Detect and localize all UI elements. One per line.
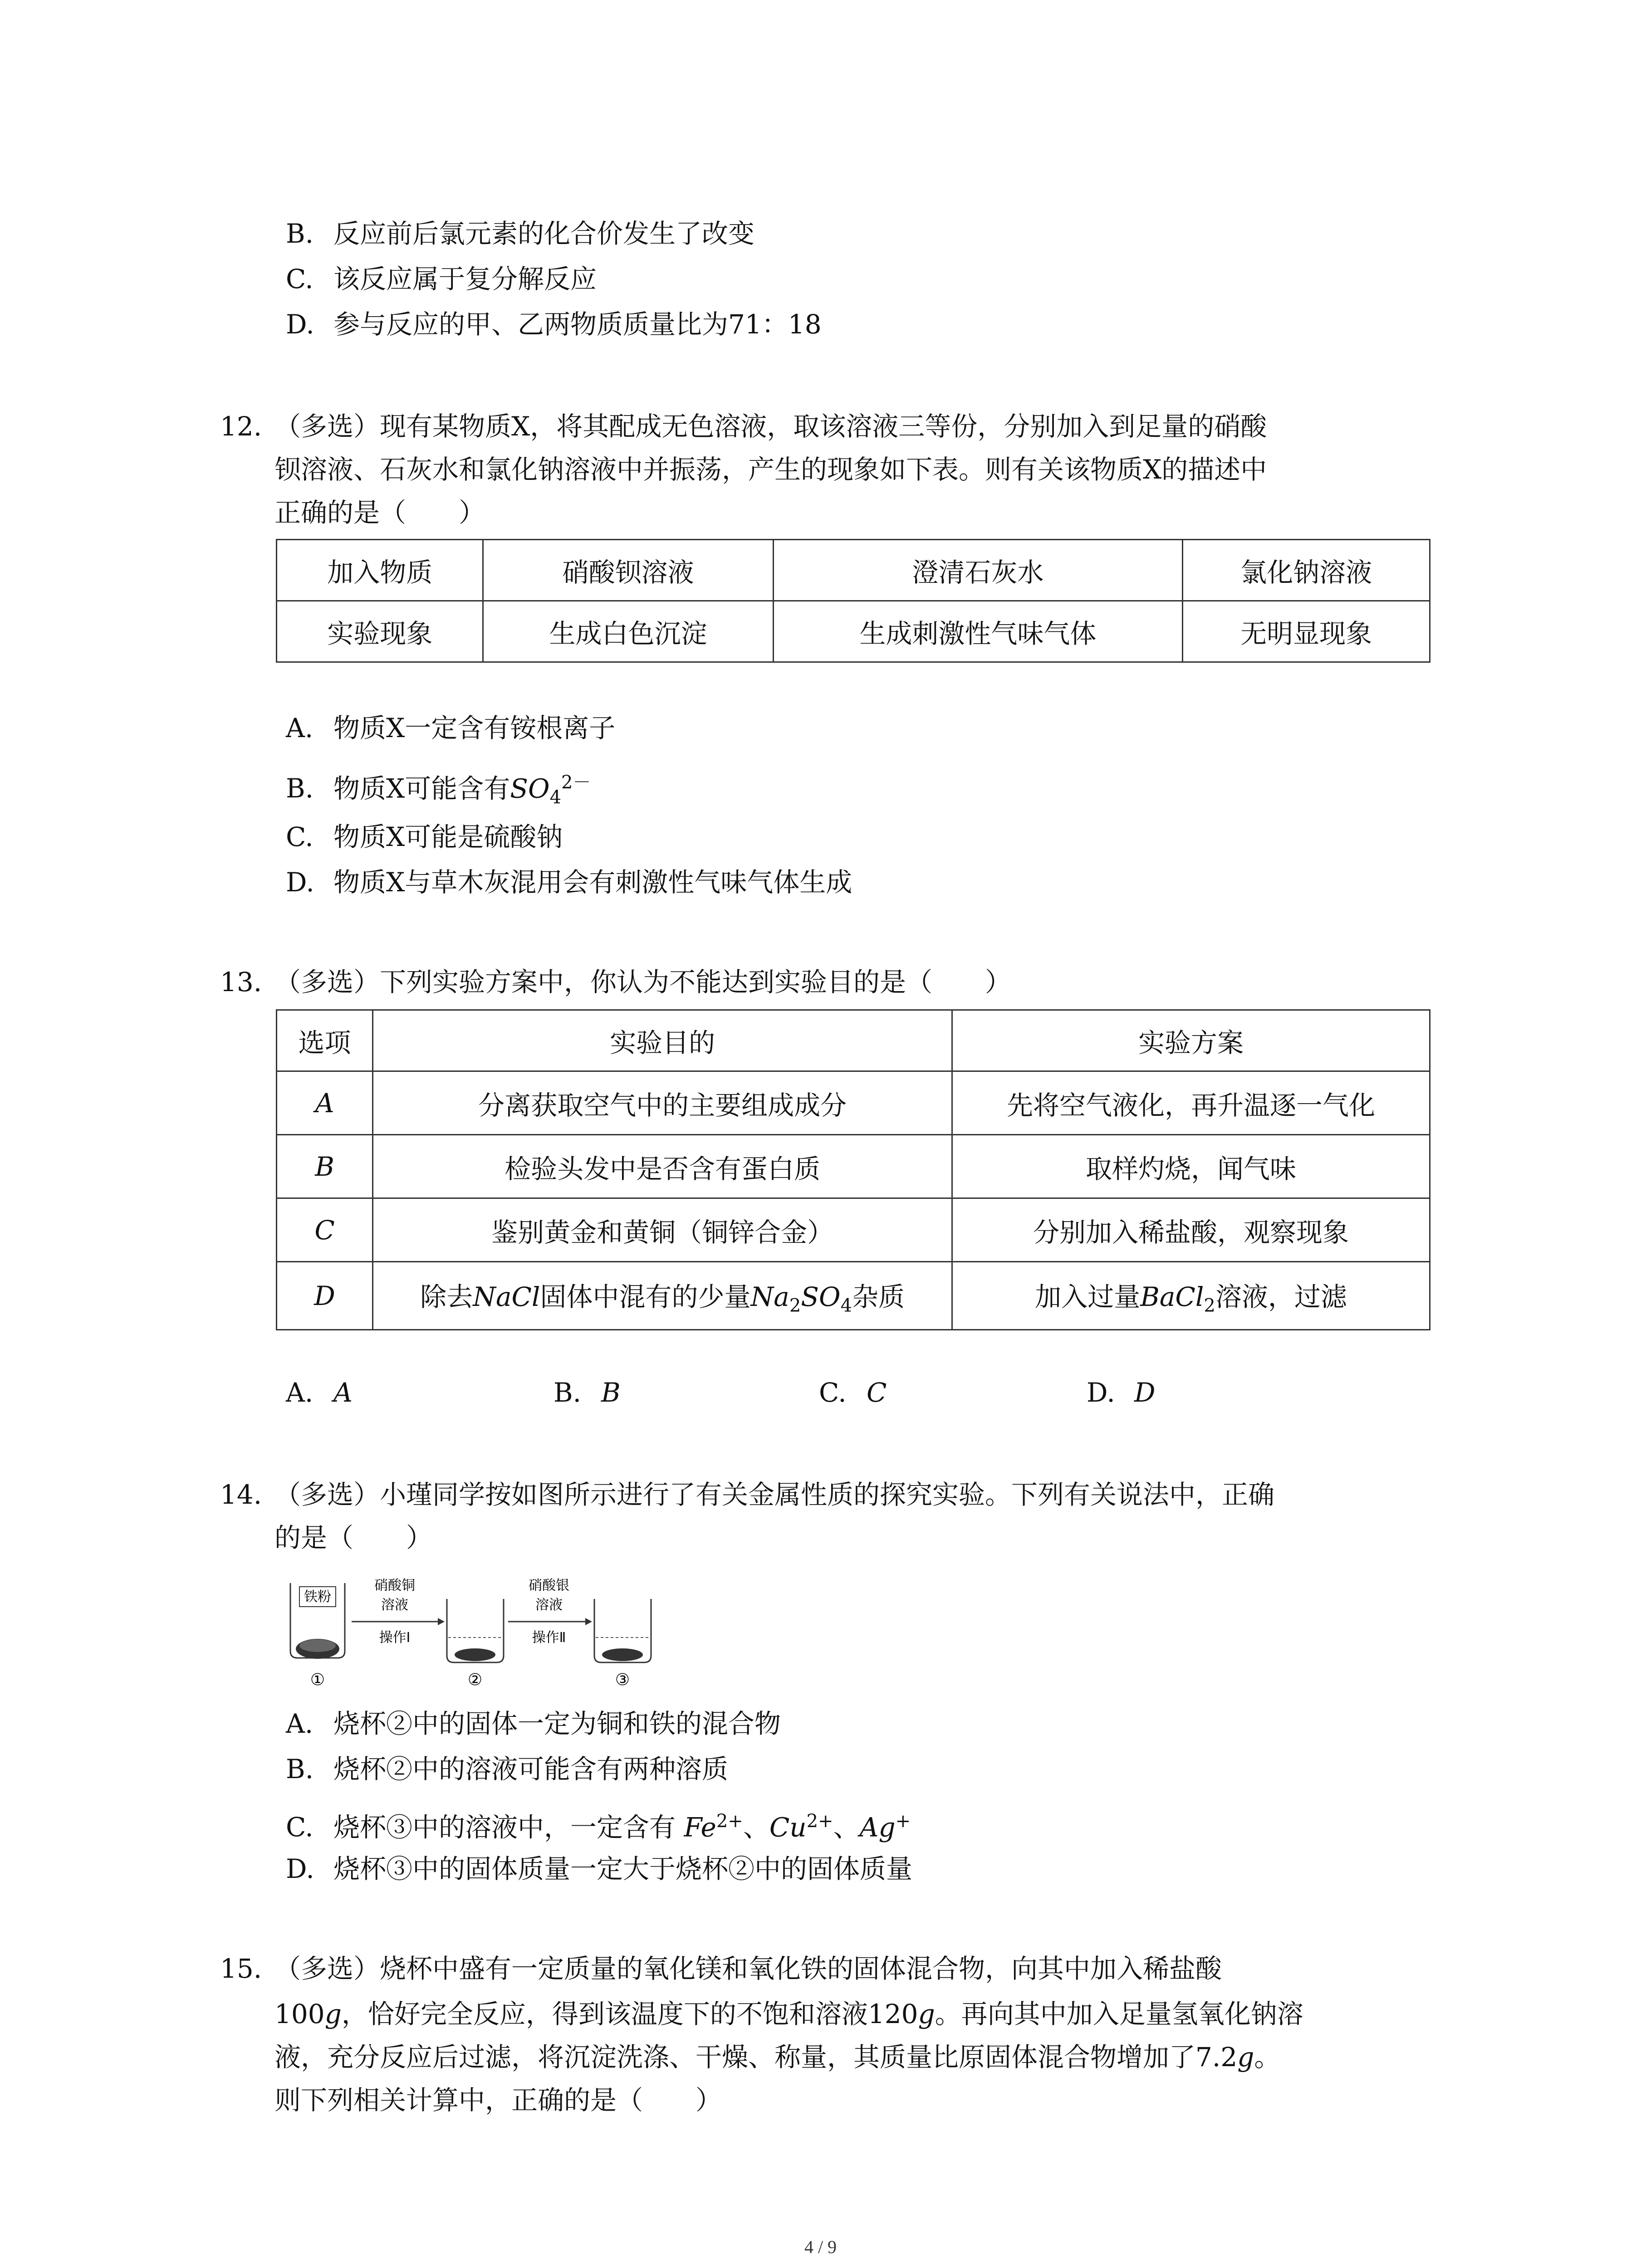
q12-table (276, 539, 1430, 663)
q12-cell: 澄清石灰水 (773, 540, 1183, 601)
q15-stem-line3: 液，充分反应后过滤，将沉淀洗涤、干燥、称量，其质量比原固体混合物增加了7.2g。 (274, 2042, 1281, 2072)
solid-pile-3 (602, 1648, 643, 1661)
operation-1-label: 操作Ⅰ (379, 1630, 411, 1646)
q13-table-row (277, 1071, 1430, 1135)
solid-pile-2 (455, 1648, 495, 1661)
q15-stem-line1: （多选）烧杯中盛有一定质量的氧化镁和氧化铁的固体混合物，向其中加入稀盐酸 (274, 1953, 1222, 1984)
beaker-1-number: ① (310, 1671, 325, 1689)
q13-plan-cell: 先将空气液化，再升温逐一气化 (952, 1071, 1430, 1135)
q12-table-row-2 (277, 601, 1430, 662)
q13-stem: （多选）下列实验方案中，你认为不能达到实验目的是（ ） (274, 967, 1012, 997)
operation-2-label: 操作Ⅱ (532, 1630, 566, 1646)
q11-option-c: C. 该反应属于复分解反应 (286, 264, 597, 294)
q13-option-cell: A (277, 1071, 373, 1135)
q13-number: 13. (220, 967, 262, 997)
beaker-2-number: ② (467, 1671, 483, 1689)
q12-option-d: D. 物质X与草木灰混用会有刺激性气味气体生成 (286, 867, 852, 898)
q15-stem-line2: 100g，恰好完全反应，得到该温度下的不饱和溶液120g。再向其中加入足量氢氧化钠溶 (274, 1999, 1303, 2029)
q12-table-row-1 (277, 540, 1430, 601)
q14-stem-line2: 的是（ ） (274, 1522, 433, 1553)
q13-answer-a: A. A (286, 1377, 353, 1408)
q12-cell: 实验现象 (277, 601, 483, 662)
beaker-experiment-figure (281, 1574, 690, 1701)
q12-cell: 硝酸钡溶液 (483, 540, 773, 601)
q14-number: 14. (220, 1479, 262, 1510)
q12-cell: 加入物质 (277, 540, 483, 601)
iron-powder-highlight (299, 1639, 336, 1652)
q13-header-cell: 实验方案 (952, 1010, 1430, 1071)
q13-plan-cell: 分别加入稀盐酸，观察现象 (952, 1198, 1430, 1262)
q13-goal-cell: 检验头发中是否含有蛋白质 (373, 1135, 952, 1198)
q14-stem-line1: （多选）小瑾同学按如图所示进行了有关金属性质的探究实验。下列有关说法中，正确 (274, 1479, 1275, 1510)
q13-table-row (277, 1135, 1430, 1198)
q12-cell: 无明显现象 (1183, 601, 1430, 662)
q13-table-row (277, 1262, 1430, 1330)
q13-table-header (277, 1010, 1430, 1071)
arrowhead-icon (585, 1618, 592, 1625)
q13-table (276, 1009, 1430, 1330)
q13-option-cell: D (277, 1262, 373, 1330)
q13-plan-cell: 取样灼烧，闻气味 (952, 1135, 1430, 1198)
q13-option-cell: B (277, 1135, 373, 1198)
beaker-3-number: ③ (615, 1671, 630, 1689)
reagent-1-line2: 溶液 (381, 1597, 408, 1613)
q13-option-cell: C (277, 1198, 373, 1262)
q12-cell: 氯化钠溶液 (1183, 540, 1430, 601)
q13-goal-cell: 鉴别黄金和黄铜（铜锌合金） (373, 1198, 952, 1262)
q12-option-a: A. 物质X一定含有铵根离子 (286, 713, 616, 743)
q12-cell: 生成白色沉淀 (483, 601, 773, 662)
q12-stem-line3: 正确的是（ ） (274, 497, 485, 528)
q11-option-b: B. 反应前后氯元素的化合价发生了改变 (286, 218, 755, 249)
page-number: 4 / 9 (804, 2237, 837, 2257)
q13-plan-cell: 加入过量BaCl$_2$溶液，过滤 (952, 1262, 1430, 1330)
q12-cell: 生成刺激性气味气体 (773, 601, 1183, 662)
q14-option-b: B. 烧杯②中的溶液可能含有两种溶质 (286, 1754, 729, 1784)
q15-stem-line4: 则下列相关计算中，正确的是（ ） (274, 2085, 722, 2116)
q13-header-cell: 选项 (277, 1010, 373, 1071)
q12-stem-line1: （多选）现有某物质X，将其配成无色溶液，取该溶液三等份，分别加入到足量的硝酸 (274, 411, 1267, 442)
q14-option-a: A. 烧杯②中的固体一定为铜和铁的混合物 (286, 1708, 781, 1739)
q12-option-c: C. 物质X可能是硫酸钠 (286, 821, 563, 852)
q11-option-d: D. 参与反应的甲、乙两物质质量比为71：18 (286, 309, 822, 340)
q13-goal-cell: 除去NaCl固体中混有的少量$Na_2SO_4$杂质 (373, 1262, 952, 1330)
q12-stem-line2: 钡溶液、石灰水和氯化钠溶液中并振荡，产生的现象如下表。则有关该物质X的描述中 (274, 454, 1267, 485)
iron-powder-label: 铁粉 (304, 1589, 331, 1605)
q13-answer-c: C. C (819, 1377, 887, 1408)
reagent-1-line1: 硝酸铜 (374, 1578, 415, 1593)
q13-answer-d: D. D (1087, 1377, 1156, 1408)
q14-option-d: D. 烧杯③中的固体质量一定大于烧杯②中的固体质量 (286, 1853, 913, 1884)
q13-goal-cell: 分离获取空气中的主要组成成分 (373, 1071, 952, 1135)
q13-answer-b: B. B (554, 1377, 621, 1408)
q12-number: 12. (220, 411, 262, 442)
reagent-2-line2: 溶液 (535, 1597, 563, 1613)
reagent-2-line1: 硝酸银 (529, 1578, 569, 1593)
q13-header-cell: 实验目的 (373, 1010, 952, 1071)
q14-option-c: C. 烧杯③中的溶液中，一定含有 $Fe^{2+}$、$Cu^{2+}$、Ag+ (286, 1811, 911, 1843)
arrowhead-icon (438, 1618, 445, 1625)
q12-option-b: B. 物质X可能含有$SO_4^{2-}$ (286, 772, 591, 808)
q13-table-row (277, 1198, 1430, 1262)
q15-number: 15. (220, 1953, 262, 1984)
